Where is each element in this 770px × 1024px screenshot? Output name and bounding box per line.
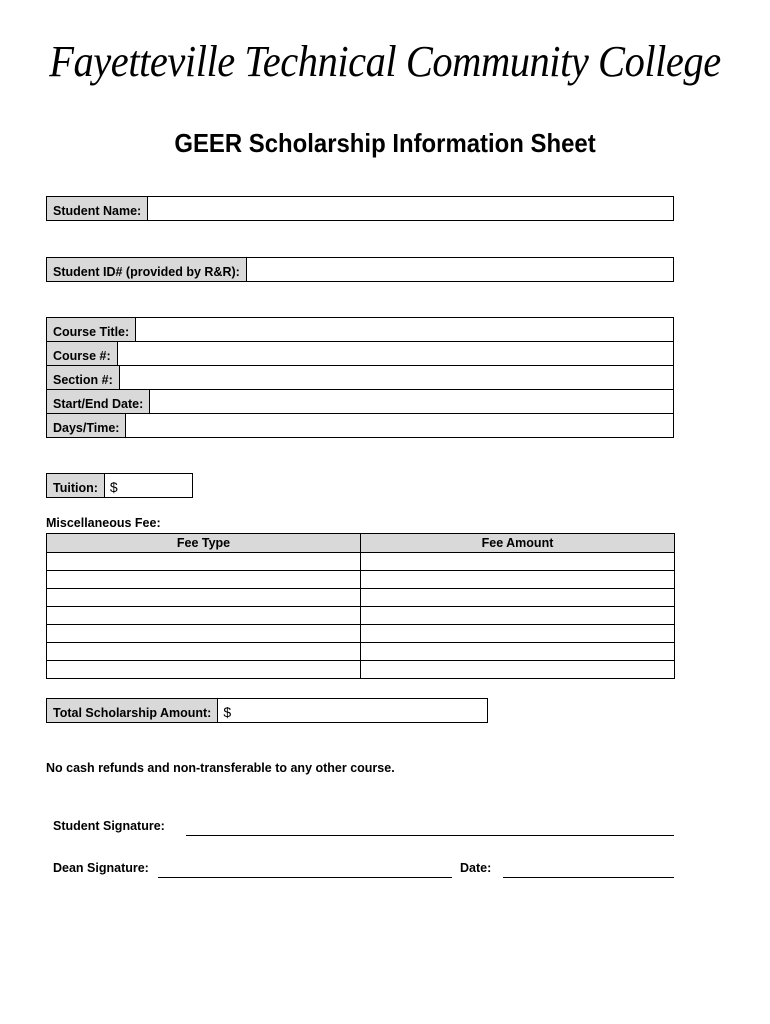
fee-amount-cell[interactable] [361, 607, 675, 625]
course-number-label: Course #: [47, 342, 118, 365]
days-time-row [47, 414, 673, 437]
date-line[interactable] [503, 877, 674, 878]
days-time-input[interactable] [126, 414, 673, 437]
table-row [47, 643, 675, 661]
fee-type-cell[interactable] [47, 625, 361, 643]
table-row [47, 661, 675, 679]
student-id-label: Student ID# (provided by R&R): [47, 258, 247, 281]
dean-signature-line[interactable] [158, 877, 452, 878]
fee-type-cell[interactable] [47, 589, 361, 607]
course-number-input[interactable] [118, 342, 673, 365]
section-number-label: Section #: [47, 366, 120, 389]
start-end-date-input[interactable] [150, 390, 673, 413]
fee-amount-header: Fee Amount [361, 534, 675, 553]
table-row [47, 589, 675, 607]
fee-type-header: Fee Type [47, 534, 361, 553]
course-number-row [47, 342, 673, 366]
tuition-input[interactable] [105, 474, 192, 497]
date-label: Date: [460, 861, 492, 875]
table-row [47, 571, 675, 589]
student-signature-label: Student Signature: [53, 819, 165, 833]
total-currency: $ [223, 704, 232, 720]
fee-type-cell[interactable] [47, 643, 361, 661]
student-name-label: Student Name: [47, 197, 148, 220]
fee-type-cell[interactable] [47, 661, 361, 679]
table-row [47, 625, 675, 643]
tuition-field [46, 473, 193, 498]
fee-amount-cell[interactable] [361, 571, 675, 589]
misc-fee-heading: Miscellaneous Fee: [46, 516, 161, 530]
total-scholarship-field [46, 698, 488, 723]
fee-type-cell[interactable] [47, 571, 361, 589]
total-scholarship-input[interactable] [218, 699, 487, 722]
start-end-date-row [47, 390, 673, 414]
student-id-field [46, 257, 674, 282]
course-title-input[interactable] [136, 318, 673, 341]
table-row [47, 553, 675, 571]
fee-type-cell[interactable] [47, 607, 361, 625]
fee-amount-cell[interactable] [361, 661, 675, 679]
student-id-input[interactable] [247, 258, 673, 281]
table-row [47, 607, 675, 625]
total-scholarship-label: Total Scholarship Amount: [47, 699, 218, 722]
start-end-date-label: Start/End Date: [47, 390, 150, 413]
fee-amount-cell[interactable] [361, 643, 675, 661]
section-number-row [47, 366, 673, 390]
misc-fee-table [46, 533, 675, 679]
days-time-label: Days/Time: [47, 414, 126, 437]
institution-logo-text: Fayetteville Technical Community College [49, 37, 721, 86]
fee-amount-cell[interactable] [361, 553, 675, 571]
refund-notice: No cash refunds and non-transferable to any other course. [46, 761, 395, 775]
fee-amount-cell[interactable] [361, 589, 675, 607]
student-name-field [46, 196, 674, 221]
tuition-label: Tuition: [47, 474, 105, 497]
course-title-label: Course Title: [47, 318, 136, 341]
section-number-input[interactable] [120, 366, 673, 389]
page-title: GEER Scholarship Information Sheet [174, 128, 596, 158]
fee-type-cell[interactable] [47, 553, 361, 571]
student-signature-line[interactable] [186, 835, 674, 836]
dean-signature-label: Dean Signature: [53, 861, 149, 875]
course-title-row [47, 318, 673, 342]
tuition-currency: $ [109, 479, 118, 495]
fee-amount-cell[interactable] [361, 625, 675, 643]
misc-fee-header-row [47, 534, 675, 553]
student-name-input[interactable] [148, 197, 673, 220]
course-info-group [46, 317, 674, 438]
